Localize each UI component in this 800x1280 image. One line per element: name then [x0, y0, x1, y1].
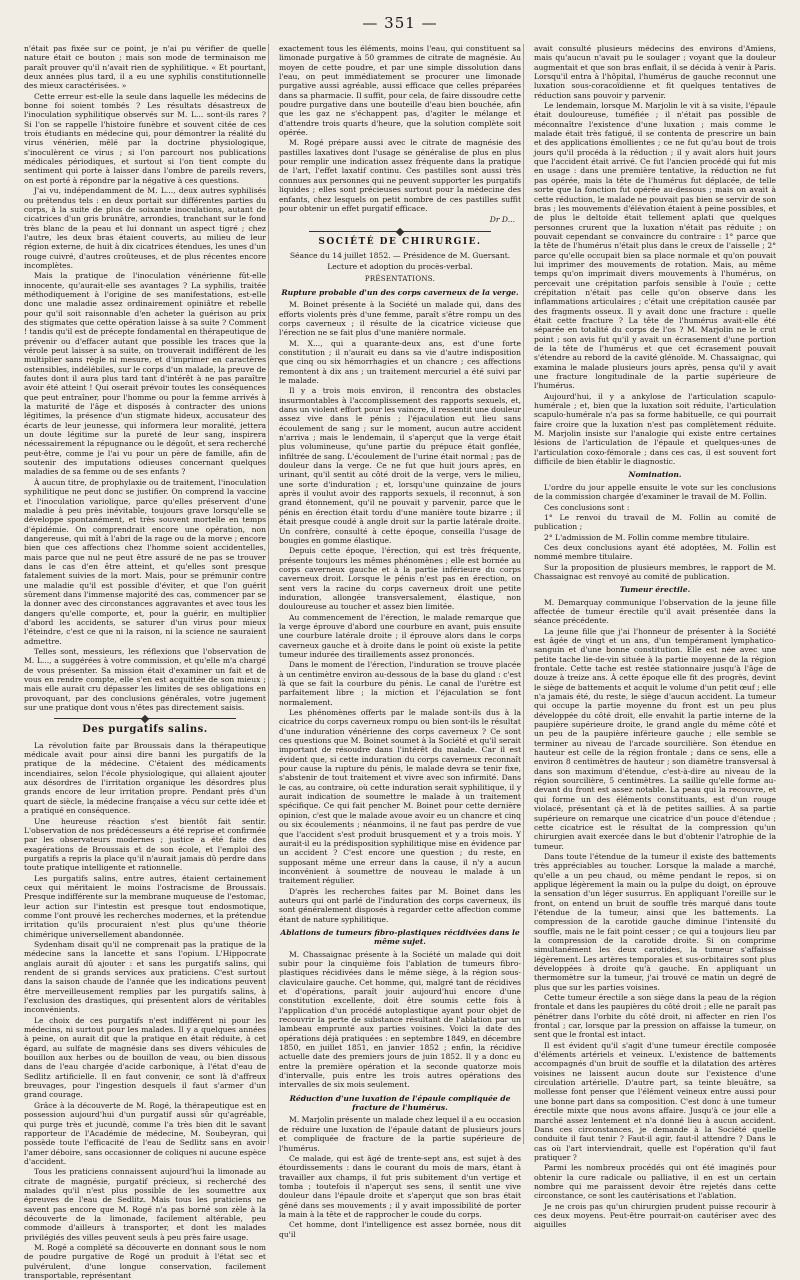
paragraph: Cette erreur est-elle la seule dans laquelle les médecins de bonne foi soient tombés ? Les résultats désastreux de l'inoculation syphilitique observés sur M. L... sont-ils rares ? Si l'on se rappelle l'histoire funèbre et souvent citée de ces trois étudiants en médecine qui, pour démontrer la réalité du virus vénérien, mêlé par la doctrine physiologique, s'inoculèrent ce virus ; si l'on parcourt nos publications médicales périodiques, et surtout si l'on tient compte du sentiment qui porte à laisser dans l'ombre de pareils revers, on est porté à répondre par la négative à ces questions.: [24, 91, 266, 185]
column-right: [534, 44, 776, 1230]
paragraph: M. Marjolin présente un malade chez lequel il a eu occasion de réduire une luxation de l'épaule datant de plusieurs jours et compliquée de fracture de la partie supérieure de l'humérus.: [279, 1115, 521, 1153]
paragraph: 2° L'admission de M. Follin comme membre titulaire.: [544, 532, 750, 542]
column-middle: [279, 44, 521, 1239]
section-divider: [309, 231, 491, 232]
page-number: — 351 —: [362, 14, 438, 32]
paragraph: Dans le moment de l'érection, l'induration se trouve placée à un centimètre environ au-dessous de la base du gland : c'est là que se fait la courbure du pénis. Le canal de l'urètre est parfaitement libre ; la miction et l'éjaculation se font normalement.: [279, 660, 521, 707]
paragraph: L'ordre du jour appelle ensuite le vote sur les conclusions de la commission chargée d'examiner le travail de M. Follin.: [534, 482, 776, 502]
paragraph: Ce malade, qui est âgé de trente-sept ans, est sujet à des étourdissements : dans le courant du mois de mars, étant à travailler aux champs, il fut pris subitement d'un vertige et tomba ; toutefois il n'aperçut ses sens, il sentit une vive douleur dans l'épaule droite et s'aperçut que son bras était gêné dans ses mouvements ; il y avait impossibilité de porter la main à la tête et de rapprocher le coude du corps.: [279, 1153, 521, 1219]
paragraph: Ces conclusions sont :: [544, 502, 630, 512]
paragraph: Sydenham disait qu'il ne comprenait pas la pratique de la médecine sans la lancette et sans l'opium. L'Hippocrate anglais aurait dû ajouter : et sans les purgatifs salins, qui rendent de si grands services aux praticiens. C'est surtout dans la saison chaude de l'année que les indications peuvent être merveilleusement remplies par les purgatifs salins, à l'exclusion des drastiques, qui présentent alors de véritables inconvénients.: [24, 939, 266, 1015]
paragraph: Telles sont, messieurs, les réflexions que l'observation de M. L..., a suggérées à votre commission, et qu'elle m'a chargé de vous présenter. Sa mission était d'examiner un fait et de vous en rendre compte, elle s'en est acquittée de son mieux ; mais elle aurait cru dépasser les limites de ses obligations en provoquant, par des conclusions générales, votre jugement sur une pratique dont vous n'êtes pas directement saisis.: [24, 647, 266, 713]
paragraph: avait consulté plusieurs médecins des environs d'Amiens, mais qu'aucun n'avait pu le soulager ; voyant que la douleur augmentait et que son bras enflait, il se décida à venir à Paris. Lorsqu'il entra à l'hôpital, l'humérus de gauche reconnut une luxation sous-coracoïdienne et fit quelques tentatives de réduction sans pouvoir y parvenir.: [534, 44, 776, 100]
sub-heading: Nomination.: [628, 470, 682, 480]
paragraph: M. Demarquay communique l'observation de la jeune fille affectée de tumeur érectile qu'il avait présentée dans la séance précédente.: [534, 597, 776, 626]
sub-heading: Réduction d'une luxation de l'épaule compliquée de fracture de l'humérus.: [289, 1093, 511, 1113]
column-divider: [523, 44, 524, 1144]
paragraph: Les purgatifs salins, entre autres, étaient certainement ceux qui méritaient le moins l'ostracisme de Broussais. Presque indifférente sur la membrane muqueuse de l'estomac, leur action sur l'intestin est presque tout endosmotique, comme l'ont prouvé les recherches modernes, et la prétendue irritation qu'ils procuraient n'est plus qu'une théorie chimérique universellement abandonnée.: [24, 873, 266, 939]
paragraph: Les phénomènes offerts par le malade sont-ils dus à la cicatrice du corps caverneux rompu ou bien sont-ils le résultat d'une induration vénérienne des corps caverneux ? Ce sont ces questions que M. Boinet soumet à la Société et qu'il serait important de résoudre dans l'intérêt du malade. Car il est évident que, si cette induration du corps caverneux reconnaît pour cause la rupture du pénis, le malade devra se tenir fixe, s'abstenir de tout traitement et vivre avec son infirmité. Dans le cas, au contraire, où cette induration serait syphilitique, il y aurait indication de soumettre le malade à un traitement spécifique. Ce qui fait pencher M. Boinet pour cette dernière opinion, c'est que le malade avoue avoir eu un chancre et cinq ou six écoulements ; néanmoins, il ne faut pas perdre de vue que l'accident s'est produit brusquement et y a trois mois. Y aurait-il eu la prédisposition syphilitique mise en évidence par un accident ? C'est encore une question ; du reste, en supposant même une erreur dans la cause, il n'y a aucun inconvénient à soumettre de nouveau le malade à un traitement régulier.: [279, 708, 521, 886]
paragraph: M. X..., qui a quarante-deux ans, est d'une forte constitution ; il n'aurait eu dans sa vie d'autre indisposition que cinq ou six hémorrhagies et un chancre ; ces affections remontent à dix ans ; un traitement mercuriel a été suivi par le malade.: [279, 338, 521, 385]
paragraph: J'ai vu, indépendamment de M. L..., deux autres syphilisés ou prétendus tels : en deux portait sur différentes parties du corps, à la suite de plus de soixante inoculations, autant de cicatrices d'un gris brunâtre, arrondies, tranchant sur le fond très blanc de la peau et lui donnant un aspect tigré ; chez l'autre, les deux bras étaient couverts, au milieu de leur région externe, de huit à dix cicatrices étendues, les unes d'un rouge cuivré, d'autres croûteuses, et de plus récentes encore incomplètes.: [24, 186, 266, 270]
signature: Dr D...: [489, 215, 515, 225]
paragraph: Grâce à la découverte de M. Rogé, la thérapeutique est en possession aujourd'hui d'un purgatif aussi sûr qu'agréable, qui purge très et jucundè, comme l'a très bien dit le savant rapporteur de l'Académie de médecine, M. Soubeyran, qui possède toute l'efficacité de l'eau de Sedlitz sans en avoir l'amer déboire, sans occasionner de coliques ni aucune espèce d'accident.: [24, 1100, 266, 1166]
paragraph: n'était pas fixée sur ce point, je n'ai pu vérifier de quelle nature était ce bouton ; mais son mode de terminaison me paraît prouver qu'il n'avait rien de syphilitique. « Et pourtant, deux années plus tard, il a eu une syphilis constitutionnelle des mieux caractérisées. »: [24, 44, 266, 91]
paragraph: Cet homme, dont l'intelligence est assez bornée, nous dit qu'il: [279, 1220, 521, 1239]
sub-heading: Rupture probable d'un des corps caverneux de la verge.: [281, 287, 519, 297]
paragraph: Sur la proposition de plusieurs membres, le rapport de M. Chassaignac est renvoyé au comité de publication.: [534, 562, 776, 581]
paragraph: Mais la pratique de l'inoculation vénérienne fût-elle innocente, qu'aurait-elle ses avantages ? La syphilis, traitée méthodiquement à l'origine de ses manifestations, est-elle donc une maladie assez ordinairement opiniâtre et rebelle pour qu'il soit raisonnable d'en acheter la guérison au prix des stigmates que cette opération laisse à sa suite ? Comment ! tandis qu'il est de précepte fondamental en thérapeutique de prévenir ou d'effacer autant que possible les traces que la vérole peut laisser à sa suite, on trouverait indifférent de les multiplier sans règle ni mesure, et d'imprimer en caractères ostensibles, indélébiles, sur le corps d'un malade, la preuve de fautes dont il aura plus tard tant d'intérêt à ne pas paraître avoir été atteint ! Qui oserait prévoir toutes les conséquences que peut entraîner, pour l'homme ou pour la femme arrivés à la maturité de l'âge et disposés à contracter des unions légitimes, la présence d'un stigmate hideux, accusateur des écarts de leur jeunesse, qui informera leur moralité, jettera un doute légitime sur la pureté de leur sang, inspirera nécessairement la répugnance ou le dégoût, et sera recherché peut-être, comme je l'ai vu pour un père de famille, afin de soutenir des imputations odieuses concernant quelques maladies de sa femme ou de ses enfants ?: [24, 271, 266, 477]
paragraph: 1° Le renvoi du travail de M. Follin au comité de publication ;: [534, 512, 776, 532]
paragraph: Je ne crois pas qu'un chirurgien prudent puisse recourir à ces deux moyens. Peut-être pourrait-on cautériser avec des aiguilles: [534, 1201, 776, 1230]
paragraph: Depuis cette époque, l'érection, qui est très fréquente, présente toujours les mêmes phénomènes ; elle est bornée au corps caverneux gauche et à la partie inférieure du corps caverneux droit. Lorsque le pénis n'est pas en érection, on sent vers la racine du corps caverneux droit une petite induration, allongée transversalement, élastique, non douloureuse au toucher et assez bien limitée.: [279, 546, 521, 612]
paragraph: M. Chassaignac présente à la Société un malade qui doit subir pour la cinquième fois l'ablation de tumeurs fibro-plastiques récidivées dans le même siège, à la région sous-claviculaire gauche. Cet homme, qui, malgré tant de récidives et d'opérations, paraît jouir aujourd'hui encore d'une constitution excellente, doit être soumis cette fois à l'application d'un procédé autoplastique ayant pour objet de recouvrir la perte de substance résultant de l'ablation par un lambeau emprunté aux parties voisines. Voici la date des opérations déjà pratiquées : en septembre 1849, en décembre 1850, en juillet 1851, en janvier 1852 ; enfin, la récidive actuelle date des premiers jours de juin 1852. Il y a donc eu entre la première opération et la seconde quatorze mois d'intervalle, puis entre les trois autres opérations des intervalles de six mois seulement.: [279, 949, 521, 1090]
paragraph: À aucun titre, de prophylaxie ou de traitement, l'inoculation syphilitique ne peut donc se justifier. On comprend la vaccine et l'inoculation variolique, parce qu'elles préservent d'une maladie à peu près inévitable, toujours grave lorsqu'elle se développe spontanément, et très souvent mortelle en temps d'épidémie. On comprendrait encore une opération, non dangereuse, qui mît à l'abri de la rage ou de la morve ; encore bien que ces affections chez l'homme soient accidentelles, mais parce que nul ne peut être assuré de ne pas se trouver dans le cas d'en être atteint, et qu'elles sont presque fatalement suivies de la mort. Mais, pour se prémunir contre une maladie qu'il est possible d'éviter, et que l'on guérit sûrement dans l'immense majorité des cas, commencer par se la donner avec des circonstances aggravantes et avec tous les dangers qu'elle comporte, et, pour la guérir, en multiplier d'abord les accidents, se saturer d'un virus pour mieux l'éteindre, c'est ce que ni la raison, ni la science ne sauraient admettre.: [24, 477, 266, 646]
column-divider: [268, 44, 269, 1144]
column-left: [24, 44, 266, 1280]
section-title-purgatifs: Des purgatifs salins.: [82, 724, 208, 736]
paragraph: Le choix de ces purgatifs n'est indifférent ni pour les médecins, ni surtout pour les malades. Il y a quelques années à peine, on aurait dit que la pratique en était réduite, à cet égard, au sulfate de magnésie dans ses divers véhicules de bouillon aux herbes ou de bouillon de veau, ou bien dissous dans de l'eau chargée d'acide carbonique, à l'état d'eau de Sedlitz artificielle. Il en faut convenir, ce sont là d'affreux breuvages, pour l'ingestion desquels il faut s'armer d'un grand courage.: [24, 1015, 266, 1100]
paragraph: exactement tous les éléments, moins l'eau, qui constituent sa limonade purgative à 50 grammes de citrate de magnésie. Au moyen de cette poudre, et par une simple dissolution dans l'eau, on peut immédiatement se procurer une limonade purgative aussi agréable, aussi efficace que celles préparées dans sa pharmacie. Il suffit, pour cela, de faire dissoudre cette poudre purgative dans une bouteille d'eau bien bouchée, afin que les gaz ne s'échappent pas, d'agiter le mélange et d'attendre trois quarts d'heure, que la solution complète soit opérée.: [279, 44, 521, 138]
paragraph: Une heureuse réaction s'est bientôt fait sentir. L'observation de nos prédécesseurs a été reprise et confirmée par les observateurs modernes ; justice a été faite des exagérations de Broussais et de son école, et l'emploi des purgatifs a repris la place qu'il n'aurait jamais dû perdre dans toute pratique intelligente et rationnelle.: [24, 816, 266, 873]
section-divider: [54, 718, 236, 719]
paragraph: Dans toute l'étendue de la tumeur il existe des battements très appréciables au toucher. Lorsque la malade a marché, qu'elle a un peu chaud, ou même pendant le repos, si on applique légèrement la main ou la pulpe du doigt, on éprouve la sensation d'un léger susurrus. En appliquant l'oreille sur le front, on entend un bruit de souffle très marqué dans toute l'étendue de la tumeur, ainsi que les battements. La compression de la carotide gauche diminue l'intensité du souffle, mais ne le fait point cesser ; ce qui a toujours lieu par la compression de la carotide droite. Si on comprime simultanément les deux carotides, la tumeur s'affaisse légèrement. Les artères temporales et sus-orbitaires sont plus développées à droite qu'à gauche. En appliquant un thermomètre sur la tumeur, j'ai trouvé ce matin un degré de plus que sur les parties voisines.: [534, 851, 776, 992]
paragraph: Cette tumeur érectile a son siège dans la peau de la région frontale et dans les paupières du côté droit ; elle ne paraît pas pénétrer dans l'orbite du côté droit, ni affecter en rien l'os frontal ; car, lorsque par la pression on affaisse la tumeur, on sent que le frontal est intact.: [534, 993, 776, 1040]
paragraph: Aujourd'hui, il y a ankylose de l'articulation scapulo-humérale ; et, bien que la luxation soit réduite, l'articulation scapulo-humérale n'a pas sa forme habituelle, ce qui pourrait faire croire que la luxation n'est pas complètement réduite. M. Marjolin insiste sur l'analogie qui existe entre certaines lésions de l'articulation de l'épaule et quelques-unes de l'articulation coxo-fémorale ; dans ces cas, il est souvent fort difficile de bien établir le diagnostic.: [534, 391, 776, 467]
paragraph: Le lendemain, lorsque M. Marjolin le vit à sa visite, l'épaule était douloureuse, tuméfiée ; il n'était pas possible de méconnaître l'existence d'une luxation ; mais comme le malade était très fatigué, il se contenta de prescrire un bain et des applications émollientes ; ce ne fut qu'au bout de trois jours qu'il procéda à la réduction ; il y avait alors huit jours que l'accident était arrivé. Ce fut l'ancien procédé qui fut mis en usage : dans une première tentative, la réduction ne fut pas opérée, mais la tête de l'humérus fut déplacée, de telle sorte que la fonction fut opérée au-dessous ; mais on avait à cette réduction, le malade ne pouvait pas bien se servir de son bras ; les mouvements d'élévation étaient à peine possibles, et de plus le deltoïde était tellement aplati que quelques personnes crurent que la luxation n'était pas réduite ; on pouvait cependant se convaincre du contraire : 1° parce que la tête de l'humérus n'était plus dans le creux de l'aisselle ; 2° parce qu'elle occupait bien sa place normale et qu'on pouvait lui imprimer des mouvements de rotation. Mais, au même temps qu'on imprimait divers mouvements à l'humérus, on percevait une crépitation parfois sensible à l'ouïe ; cette crépitation n'était pas celle qu'on observe dans les inflammations articulaires ; c'était une crépitation causée par des fragments osseux. Il y avait donc une fracture : quelle était cette fracture ? La tête de l'humérus avait-elle été séparée en totalité du corps de l'os ? M. Marjolin ne le crut point ; son avis fut qu'il y avait un écrasement d'une portion de la tête de l'humérus et que cet écrasement pouvait s'étendre au rebord de la cavité glénoïde. M. Chassaignac, qui examina le malade plusieurs jours après, pensa qu'il y avait une fracture longitudinale de la partie supérieure de l'humérus.: [534, 101, 776, 391]
paragraph: La jeune fille que j'ai l'honneur de présenter à la Société est âgée de vingt et un ans, d'un tempérament lymphatico-sanguin et d'une bonne constitution. Elle est née avec une petite tache lie-de-vin située à la partie moyenne de la région frontale. Cette tache est restée stationnaire jusqu'à l'âge de douze à treize ans. À cette époque elle fit des progrès, devint le siège de battements et acquit le volume d'un petit œuf ; elle n'a jamais été, du reste, le siège d'aucun accident. La tumeur qui occupe la partie moyenne du front est un peu plus développée du côté droit, elle envahit la partie interne de la paupière supérieure droite, le grand angle du même côté et un peu de la paupière inférieure gauche ; elle semble se terminer au niveau de l'arcade sourcilière. Son étendue en hauteur est celle de la région frontale ; dans ce sens, elle a environ 8 centimètres de hauteur ; son diamètre transversal à dans son maximum d'étendue, c'est-à-dire au niveau de la région sourcilière, 5 centimètres. La saillie qu'elle forme au-devant du front est assez notable. La peau qui la recouvre, et qui forme un des éléments constituants, est d'un rouge violacé, présentant çà et là de petites saillies. À sa partie supérieure on remarque une cicatrice d'un pouce d'étendue ; cette cicatrice est le résultat de la compression qu'un chirurgien avait exercée dans le but d'obtenir l'atrophie de la tumeur.: [534, 626, 776, 851]
paragraph: Il y a trois mois environ, il rencontra des obstacles insurmontables à l'accomplissement des rapports sexuels, et, dans un violent effort pour les vaincre, il ressentit une douleur assez vive dans le pénis ; l'éjaculation eut lieu sans écoulement de sang ; sur le moment, aucun autre accident n'arriva ; mais le lendemain, il s'aperçut que la verge était plus volumineuse, qu'une partie du prépuce était gonflée, infiltrée de sang. L'écoulement de l'urine était normal ; pas de douleur dans la verge. Ce ne fut que huit jours après, en urinant, qu'il sentit au côté droit de la verge, vers le milieu, une sorte d'induration ; et, lorsqu'une quinzaine de jours après il voulut avoir des rapports sexuels, il reconnut, à son grand étonnement, qu'il ne pouvait y parvenir, parce que le pénis en érection était tordu d'une manière toute bizarre ; il était presque coudé à angle droit sur la partie latérale droite. Un confrère, consulté à cette époque, conseilla l'usage de bougies en gomme élastique.: [279, 386, 521, 545]
paragraph: M. Boinet présente à la Société un malade qui, dans des efforts violents près d'une femme, paraît s'être rompu un des corps caverneux ; il résulte de la cicatrice vicieuse que l'érection ne se fait plus d'une manière normale.: [279, 300, 521, 338]
sub-heading: Tumeur érectile.: [619, 585, 691, 595]
paragraph: Parmi les nombreux procédés qui ont été imaginés pour obtenir la cure radicale ou palliative, il en est un certain nombre qui me paraissent devoir être rejetés dans cette circonstance, ce sont les cautérisations et l'ablation.: [534, 1163, 776, 1201]
paragraph: Il est évident qu'il s'agit d'une tumeur érectile composée d'éléments artériels et veineux. L'existence de battements accompagnés d'un bruit de souffle et la dilatation des artères voisines ne laissent aucun doute sur l'existence d'une circulation artérielle. D'autre part, sa teinte bleuâtre, sa mollesse font penser que l'élément veineux entre aussi pour une bonne part dans sa composition. C'est donc à une tumeur érectile mixte que nous avons affaire. Jusqu'à ce jour elle a marché assez lentement et n'a donné lieu à aucun accident. Dans ces circonstances, je demande à la Société quelle conduite il faut tenir ? Faut-il agir, faut-il attendre ? Dans le cas où l'art interviendrait, quelle est l'opération qu'il faut pratiquer ?: [534, 1040, 776, 1162]
sub-heading: Ablations de tumeurs fibro-plastiques récidivées dans le même sujet.: [280, 927, 520, 947]
paragraph: La révolution faite par Broussais dans la thérapeutique médicale avait pour ainsi dire banni les purgatifs de la pratique de la médecine. C'étaient des médicaments incendiaires, selon l'école physiologique, qui allaient ajouter aux désordres de l'irritation organique les désordres plus grands encore de leur irritation propre. Pendant près d'un quart de siècle, la médecine française a vécu sur cette idée et a pratiqué en conséquence.: [24, 740, 266, 816]
paragraph: D'après les recherches faites par M. Boinet dans les auteurs qui ont parlé de l'induration des corps caverneux, ils sont généralement disposés à regarder cette affection comme étant de nature syphilitique.: [279, 886, 521, 924]
paragraph: M. Rogé a complété sa découverte en donnant sous le nom de poudre purgative de Rogé un produit à l'état sec et pulvérulent, d'une longue conservation, facilement transportable, représentant: [24, 1242, 266, 1280]
paragraph: Tous les praticiens connaissent aujourd'hui la limonade au citrate de magnésie, purgatif précieux, si recherché des malades qu'il n'est plus possible de les soumettre aux épreuves de l'eau de Sedlitz. Mais tous les praticiens ne savent pas encore que M. Rogé n'a pas borné son zèle à la découverte de la limonade, facilement altérable, peu commode d'ailleurs à transporter, et dont les malades privilégiés des villes peuvent seuls à peu près faire usage.: [24, 1167, 266, 1242]
paragraph: M. Rogé prépare aussi avec le citrate de magnésie des pastilles laxatives dont l'usage se généralise de plus en plus pour remplir une indication assez fréquente dans la pratique de l'art, l'effet laxatif continu. Ces pastilles sont aussi très connues aux personnes qui ne peuvent supporter les purgatifs liquides ; elles sont précieuses surtout pour la médecine des enfants, chez lesquels on petit nombre de ces pastilles suffit pour obtenir un effet purgatif efficace.: [279, 138, 521, 213]
minutes-line: Lecture et adoption du procès-verbal.: [327, 262, 473, 272]
section-title-societe: SOCIÉTÉ DE CHIRURGIE.: [318, 236, 482, 247]
paragraph: Au commencement de l'érection, le malade remarque que la verge éprouve d'abord une courbure en avant, puis ensuite une courbure latérale droite ; il éprouve alors dans le corps caverneux gauche et à droite dans le point où existe la petite tumeur indurée des tiraillements assez prononcés.: [279, 612, 521, 659]
paragraph: Ces deux conclusions ayant été adoptées, M. Follin est nommé membre titulaire.: [534, 542, 776, 562]
presentations-heading: PRÉSENTATIONS.: [364, 274, 436, 283]
meeting-date: Séance du 14 juillet 1852. — Présidence de M. Guersant.: [289, 250, 511, 260]
